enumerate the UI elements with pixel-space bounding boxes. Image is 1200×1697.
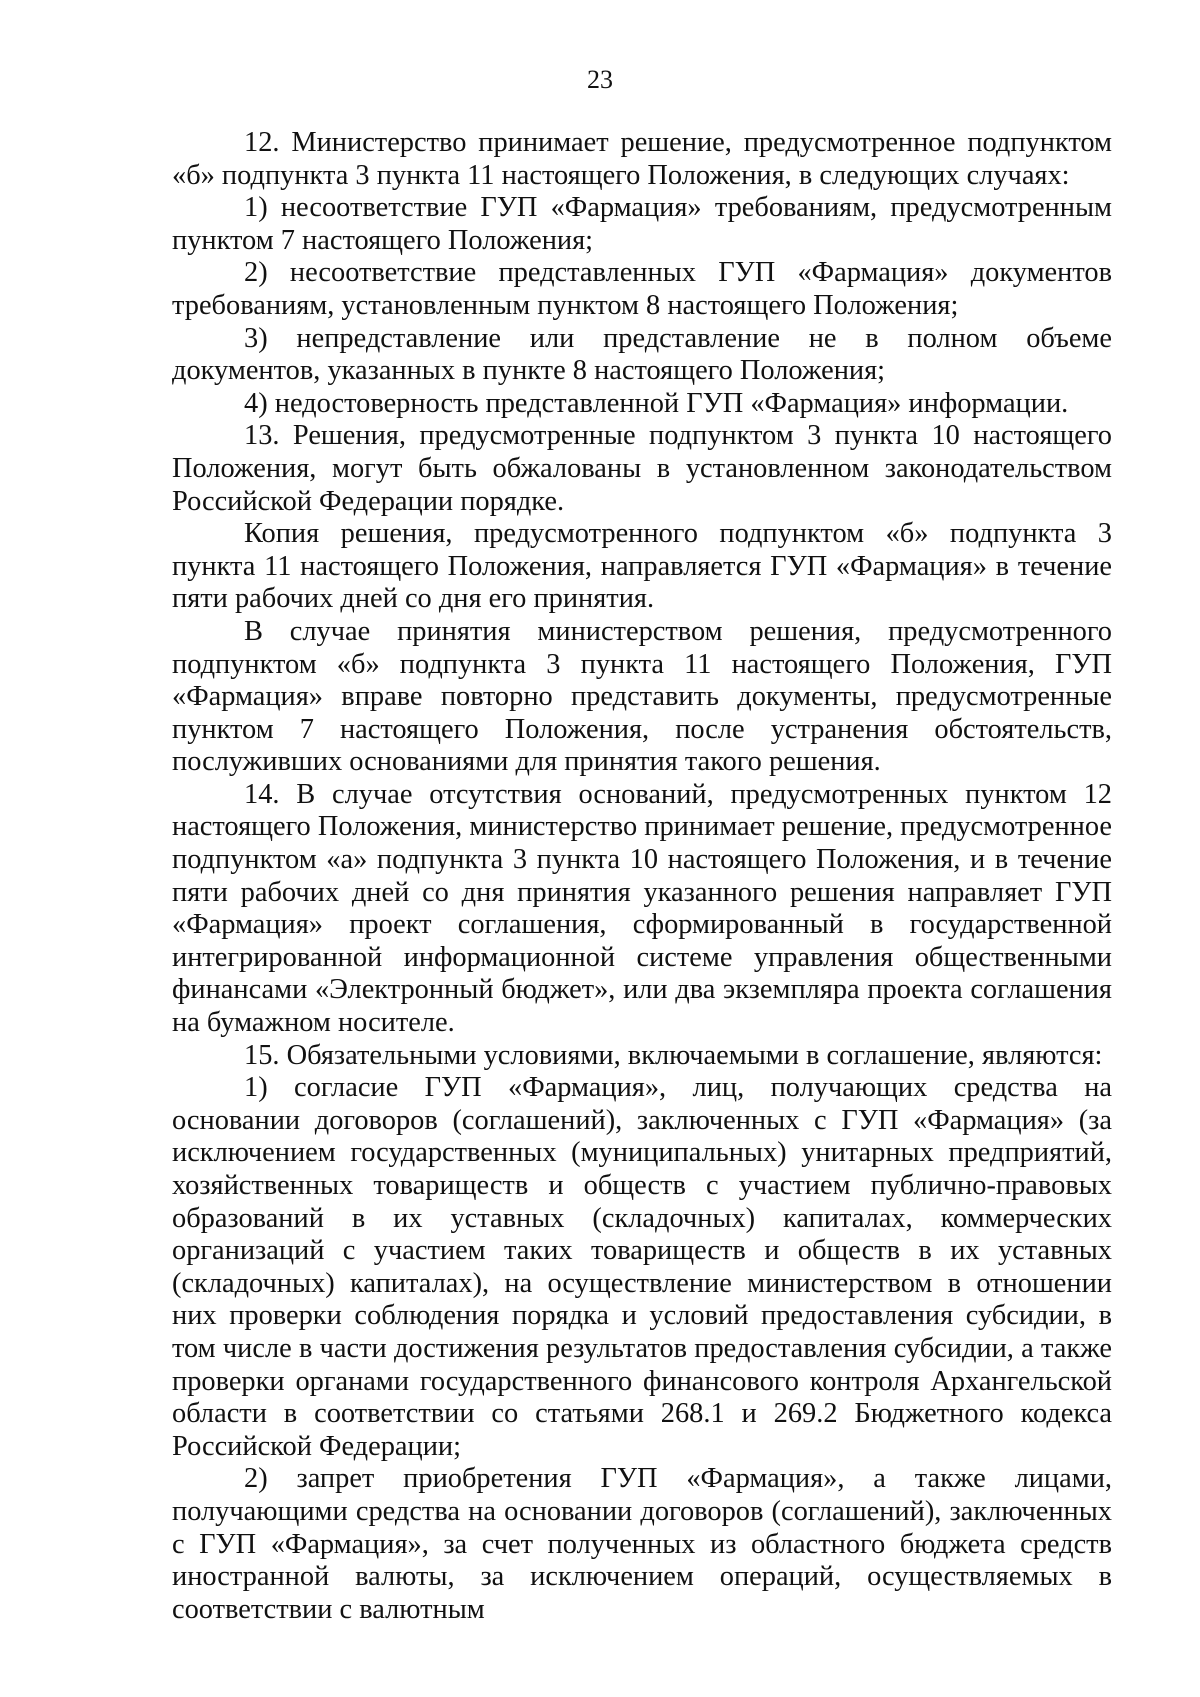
- paragraph-12-item-4: 4) недостоверность представленной ГУП «Фармация» информации.: [244, 387, 1069, 419]
- document-body: [172, 127, 1112, 1626]
- paragraph-13-resubmission: В случае принятия министерством решения, предусмотренного подпунктом «б» подпункта 3 пункта 11 настоящего Положения, ГУП «Фармация» вправе повторно представить документы, предусмотренные пунктом 7 настоящего Положения, после устранения обстоятельств, послуживших основаниями для принятия такого решения.: [172, 615, 1112, 778]
- paragraph-14: 14. В случае отсутствия оснований, предусмотренных пунктом 12 настоящего Положения, министерство принимает решение, предусмотренное подпунктом «а» подпункта 3 пункта 10 настоящего Положения, и в течение пяти рабочих дней со дня принятия указанного решения направляет ГУП «Фармация» проект соглашения, сформированный в государственной интегрированной информационной системе управления общественными финансами «Электронный бюджет», или два экземпляра проекта соглашения на бумажном носителе.: [172, 778, 1112, 1039]
- paragraph-15-item-2: 2) запрет приобретения ГУП «Фармация», а также лицами, получающими средства на основании договоров (соглашений), заключенных с ГУП «Фармация», за счет полученных из областного бюджета средств иностранной валюты, за исключением операций, осуществляемых в соответствии с валютным: [172, 1463, 1112, 1625]
- paragraph-15: 15. Обязательными условиями, включаемыми в соглашение, являются:: [244, 1039, 1103, 1071]
- page-number: 23: [587, 65, 613, 94]
- paragraph-12: 12. Министерство принимает решение, предусмотренное подпунктом «б» подпункта 3 пункта 11 настоящего Положения, в следующих случаях:: [172, 127, 1112, 191]
- paragraph-13: 13. Решения, предусмотренные подпунктом 3 пункта 10 настоящего Положения, могут быть обжалованы в установленном законодательством Российской Федерации порядке.: [172, 420, 1112, 517]
- paragraph-15-item-1: 1) согласие ГУП «Фармация», лиц, получающих средства на основании договоров (соглашений), заключенных с ГУП «Фармация» (за исключением государственных (муниципальных) унитарных предприятий, хозяйственных товариществ и обществ с участием публично-правовых образований в их уставных (складочных) капиталах, коммерческих организаций с участием таких товариществ и обществ в их уставных (складочных) капиталах), на осуществление министерством в отношении них проверки соблюдения порядка и условий предоставления субсидии, в том числе в части достижения результатов предоставления субсидии, а также проверки органами государственного финансового контроля Архангельской области в соответствии со статьями 268.1 и 269.2 Бюджетного кодекса Российской Федерации;: [172, 1072, 1112, 1462]
- paragraph-12-item-3: 3) непредставление или представление не в полном объеме документов, указанных в пункте 8 настоящего Положения;: [172, 322, 1112, 387]
- paragraph-12-item-1: 1) несоответствие ГУП «Фармация» требованиям, предусмотренным пунктом 7 настоящего Положения;: [172, 192, 1112, 256]
- paragraph-13-copy: Копия решения, предусмотренного подпунктом «б» подпункта 3 пункта 11 настоящего Положения, направляется ГУП «Фармация» в течение пяти рабочих дней со дня его принятия.: [172, 518, 1112, 615]
- paragraph-12-item-2: 2) несоответствие представленных ГУП «Фармация» документов требованиям, установленным пунктом 8 настоящего Положения;: [172, 257, 1112, 321]
